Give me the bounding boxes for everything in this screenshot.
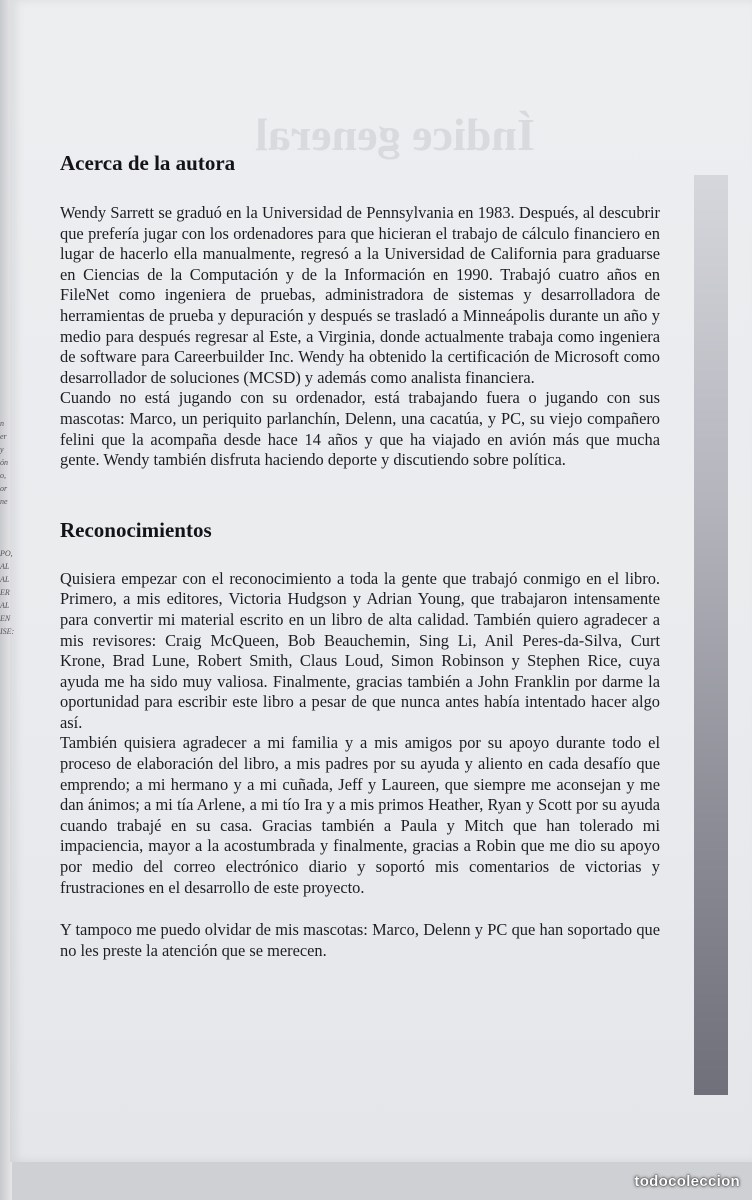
acknowledgements-heading: Reconocimientos bbox=[60, 517, 212, 542]
show-through-heading: Índice general bbox=[255, 109, 535, 160]
page-content bbox=[60, 145, 660, 961]
edge-fragment: o, bbox=[0, 472, 6, 480]
about-paragraph-2: Cuando no está jugando con su ordenador, está trabajando fuera o jugando con sus mascotas: Marco, un periquito parlanchín, Delenn, una cacatúa, y PC, su viejo compañero felini que la acompaña desde hace 14 años y que ha viajado en avión más que mucha gente. Wendy también disfruta haciendo deporte y discutiendo sobre política. bbox=[60, 388, 660, 470]
edge-fragment: ne bbox=[0, 498, 8, 506]
edge-fragment bbox=[0, 537, 16, 550]
edge-fragment: er bbox=[0, 433, 7, 441]
edge-fragment: ISE: bbox=[0, 628, 15, 636]
acknowledgements-paragraph-1: Quisiera empezar con el reconocimiento a toda la gente que trabajó conmigo en el libro. Primero, a mis editores, Victoria Hudgson y Adrian Young, que trabajaron intensamente para convertir mi material escrito en un libro de alta calidad. También quiero agradecer a mis revisores: Craig McQueen, Bob Beauchemin, Sing Li, Anil Peres-da-Silva, Curt Krone, Brad Lune, Robert Smith, Claus Loud, Simon Robinson y Stephen Rice, cuya ayuda me ha sido muy valiosa. Finalmente, gracias también a John Franklin por darme la oportunidad para escribir este libro a pesar de que nunca antes había intentado hacer algo así. bbox=[60, 568, 660, 732]
about-author-heading: Acerca de la autora bbox=[60, 151, 236, 175]
watermark-logo: todocoleccion bbox=[634, 1173, 740, 1190]
left-page-text-fragments bbox=[0, 420, 16, 641]
edge-fragment: ER bbox=[0, 589, 10, 597]
edge-fragment: PO, bbox=[0, 550, 13, 558]
edge-fragment: EN bbox=[0, 615, 11, 623]
gray-side-bar bbox=[694, 175, 728, 1095]
edge-fragment: ón bbox=[0, 459, 8, 467]
about-paragraph-1: Wendy Sarrett se graduó en la Universidad de Pennsylvania en 1983. Después, al descubrir que prefería jugar con los ordenadores para que hicieran el trabajo de cálculo financiero en lugar de hacerlo ella manualmente, regresó a la Universidad de California para graduarse en Ciencias de la Computación y de la Información en 1990. Trabajó cuatro años en FileNet como ingeniera de pruebas, administradora de sistemas y desarrolladora de herramientas de prueba y depuración y después se trasladó a Minneápolis durante un año y medio para después regresar al Este, a Virginia, donde actualmente trabaja como ingeniera de software para Careerbuilder Inc. Wendy ha obtenido la certificación de Microsoft como desarrollador de soluciones (MCSD) y además como analista financiera. bbox=[60, 203, 660, 387]
edge-fragment: y bbox=[0, 446, 4, 454]
edge-fragment bbox=[0, 524, 16, 537]
acknowledgements-paragraph-2: También quisiera agradecer a mi familia y a mis amigos por su apoyo durante todo el proceso de elaboración del libro, a mis padres por su ayuda y aliento en cada desafío que emprendo; a mi hermano y a mi cuñada, Jeff y Laureen, que siempre me aconsejan y me dan ánimos; a mi tía Arlene, a mi tío Ira y a mis primos Heather, Ryan y Scott por su ayuda cuando trabajé en su casa. Gracias también a Paula y Mitch que han tolerado mi impaciencia, mayor a la acostumbrada y finalmente, gracias a Robin que me dio su apoyo por medio del correo electrónico diario y soportó mis comentarios de victorias y frustraciones en el desarrollo de este proyecto. bbox=[60, 733, 660, 897]
edge-fragment: n bbox=[0, 420, 4, 428]
acknowledgements-paragraph-3: Y tampoco me puedo olvidar de mis mascotas: Marco, Delenn y PC que han soportado que no les preste la atención que se merecen. bbox=[60, 920, 660, 960]
edge-fragment: or bbox=[0, 485, 8, 493]
edge-fragment: AL bbox=[0, 563, 10, 571]
edge-fragment: AL bbox=[0, 576, 10, 584]
edge-fragment bbox=[0, 511, 16, 524]
edge-fragment: AL bbox=[0, 602, 10, 610]
